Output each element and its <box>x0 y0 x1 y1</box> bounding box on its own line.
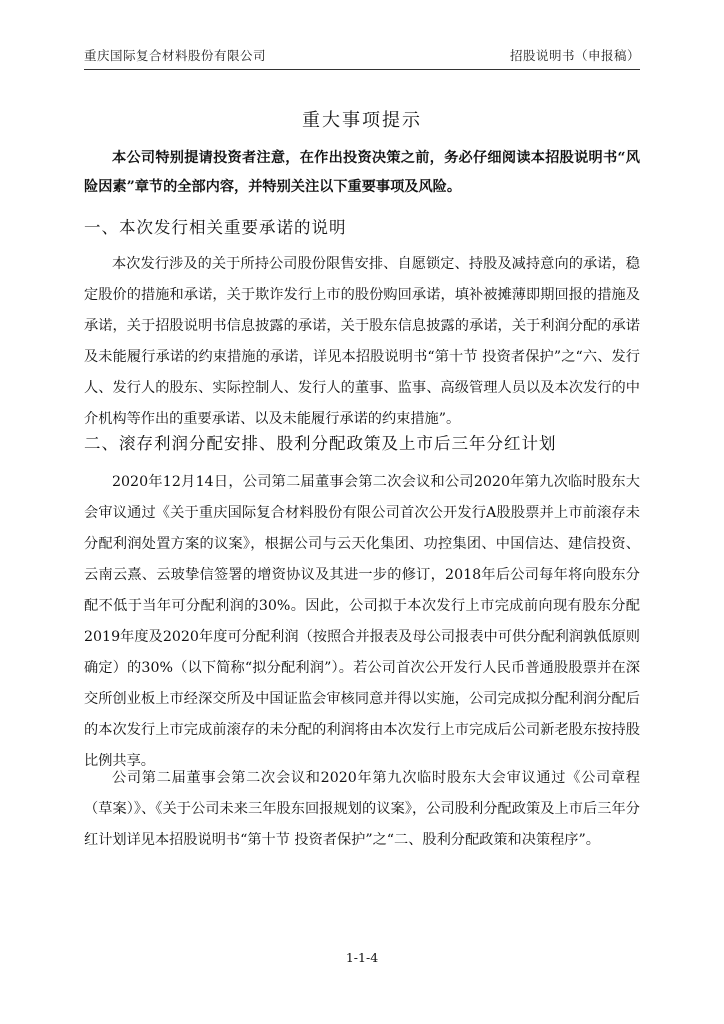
section-heading-2: 二、滚存利润分配安排、股利分配政策及上市后三年分红计划 <box>84 434 557 453</box>
header-doc-type: 招股说明书（申报稿） <box>509 48 640 63</box>
page-number: 1-1-4 <box>345 950 379 965</box>
section-1-paragraph: 本次发行涉及的关于所持公司股份限售安排、自愿锁定、持股及减持意向的承诺，稳定股价的措施和承诺，关于欺诈发行上市的股份购回承诺，填补被摊薄即期回报的措施及承诺，关于招股说明书信息披露的承诺，关于股东信息披露的承诺，关于利润分配的承诺及未能履行承诺的约束措施的承诺，详见本招股说明书“第十节 投资者保护”之“六、发行人、发行人的股东、实际控制人、发行人的董事、监事、高级管理人员以及本次发行的中介机构等作出的重要承诺、以及未能履行承诺的约束措施”。 <box>84 256 640 427</box>
section-2-paragraph-2: 公司第二届董事会第二次会议和2020年第九次临时股东大会审议通过《公司章程（草案）》、《关于公司未来三年股东回报规划的议案》，公司股利分配政策及上市后三年分红计划详见本招股说明书“第十节 投资者保护”之“二、股利分配政策和决策程序”。 <box>84 770 640 848</box>
section-2-paragraph-1: 2020年12月14日，公司第二届董事会第二次会议和公司2020年第九次临时股东大会审议通过《关于重庆国际复合材料股份有限公司首次公开发行A股股票并上市前滚存未分配利润处置方案的议案》，根据公司与云天化集团、功控集团、中国信达、建信投资、云南云熹、云玻挚信签署的增资协议及其进一步的修订，2018年后公司每年将向股东分配不低于当年可分配利润的30%。因此，公司拟于本次发行上市完成前向现有股东分配2019年度及2020年度可分配利润（按照合并报表及母公司报表中可供分配利润孰低原则确定）的30%（以下简称“拟分配利润”）。若公司首次公开发行人民币普通股股票并在深交所创业板上市经深交所及中国证监会审核同意并得以实施，公司完成拟分配利润分配后的本次发行上市完成前滚存的未分配的利润将由本次发行上市完成后公司新老股东按持股比例共享。 <box>84 474 640 769</box>
page-title: 重大事项提示 <box>302 110 422 131</box>
header-divider <box>84 69 640 70</box>
page-header <box>84 46 640 64</box>
section-heading-1: 一、本次发行相关重要承诺的说明 <box>84 218 347 237</box>
header-company: 重庆国际复合材料股份有限公司 <box>84 48 267 63</box>
investor-notice: 本公司特别提请投资者注意，在作出投资决策之前，务必仔细阅读本招股说明书“风险因素”章节的全部内容，并特别关注以下重要事项及风险。 <box>84 150 640 195</box>
